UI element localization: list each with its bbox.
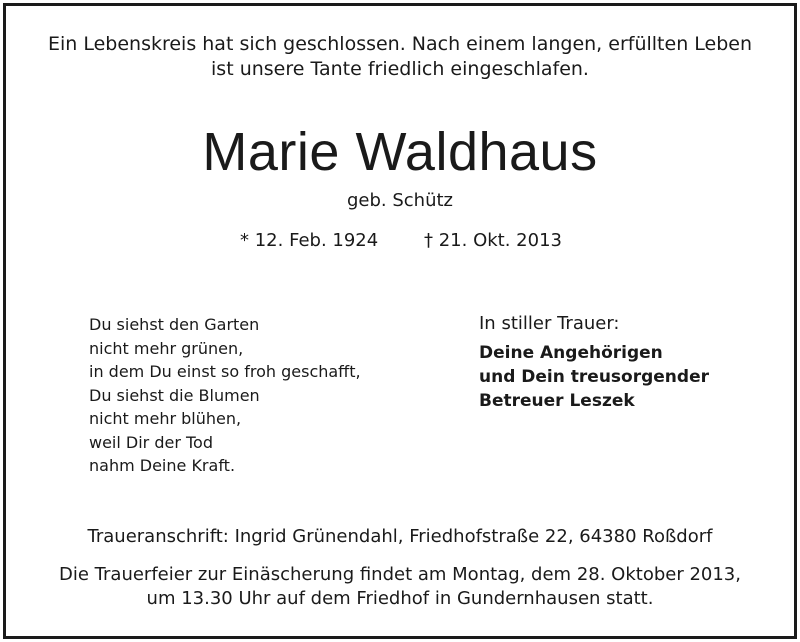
mourning-address: Traueranschrift: Ingrid Grünendahl, Friedhofstraße 22, 64380 Roßdorf [87,526,713,547]
ceremony-line-1: Die Trauerfeier zur Einäscherung findet am Montag, dem 28. Oktober 2013, [59,564,741,585]
mourner-line: und Dein treusorgender [479,367,709,387]
poem-line: Du siehst den Garten [89,315,260,334]
poem [89,313,361,478]
mourners-heading: In stiller Trauer: [479,313,620,334]
poem-line: nicht mehr grünen, [89,338,244,358]
mourners [479,341,709,413]
ceremony-line-2: um 13.30 Uhr auf dem Friedhof in Gundernhausen statt. [146,588,654,609]
poem-line: nahm Deine Kraft. [89,456,236,475]
poem-line: in dem Du einst so froh geschafft, [89,362,361,381]
poem-line: nicht mehr blühen, [89,409,242,428]
maiden-name: geb. Schütz [346,190,453,211]
intro-line-1: Ein Lebenskreis hat sich geschlossen. Nach einem langen, erfüllten Leben [47,33,753,55]
deceased-name: Marie Waldhaus [202,122,598,182]
mourner-line: Deine Angehörigen [479,343,663,363]
poem-line: weil Dir der Tod [89,432,213,452]
birth-date: * 12. Feb. 1924 [240,230,379,251]
poem-line: Du siehst die Blumen [89,385,260,405]
death-date: † 21. Okt. 2013 [424,230,562,251]
intro-line-2: ist unsere Tante friedlich eingeschlafen. [211,58,589,80]
mourner-line: Betreuer Leszek [479,391,635,411]
